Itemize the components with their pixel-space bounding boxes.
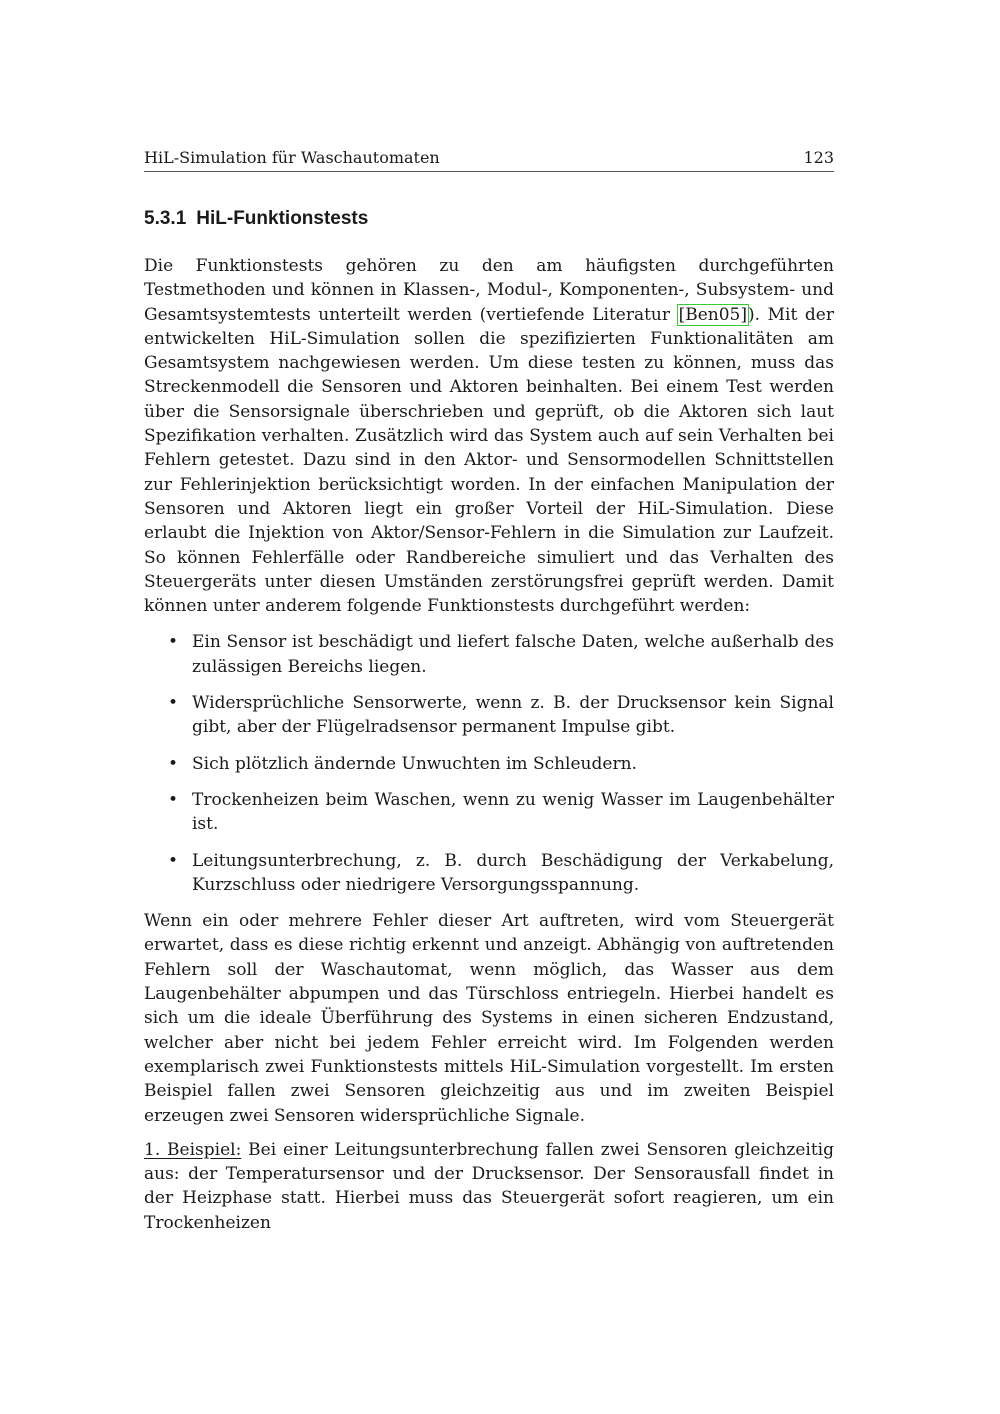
section-number: 5.3.1 [144,208,187,229]
page-number: 123 [803,148,834,167]
example-paragraph [144,1138,834,1235]
intro-text-after-cite: ). Mit der entwickelten HiL-Simulation sollen die spezifizierten Funktionalitäten am Gesamtsystem nachgewiesen werden. Um diese testen zu können, muss das Streckenmodell die Sensoren und Aktoren beinhalten. Bei einem Test werden über die Sensorsignale überschrieben und geprüft, ob die Aktoren sich laut Spezifikation verhalten. Zusätzlich wird das System auch auf sein Verhalten bei Fehlern getestet. Dazu sind in den Aktor- und Sensormodellen Schnittstellen zur Fehlerinjektion berücksichtigt worden. In der einfachen Manipulation der Sensoren und Aktoren liegt ein großer Vorteil der HiL-Simulation. Diese erlaubt die Injektion von Aktor/Sensor-Fehlern in die Simulation zur Laufzeit. So können Fehlerfälle oder Randbereiche simuliert und das Verhalten des Steuergeräts unter diesen Umständen zerstörungsfrei geprüft werden. Damit können unter anderem folgende Funktionstests durchgeführt werden: [144,304,834,617]
test-list [144,630,834,897]
list-item: • Ein Sensor ist beschädigt und liefert falsche Daten, welche außerhalb des zulässigen Bereichs liegen. [144,630,834,679]
list-item: • Leitungsunterbrechung, z. B. durch Beschädigung der Verkabelung, Kurzschluss oder niedrigere Versorgungsspannung. [144,849,834,898]
running-header [144,148,834,172]
page-content [144,148,834,1235]
intro-text-before-cite: Die Funktionstests gehören zu den am häufigsten durchgeführten Testmethoden und können in Klassen-, Modul-, Komponenten-, Subsystem- und Gesamtsystemtests unterteilt werden (vertiefende Literatur [144,256,834,325]
example-text: Bei einer Leitungsunterbrechung fallen zwei Sensoren gleichzeitig aus: der Temperatursensor und der Drucksensor. Der Sensorausfall findet in der Heizphase statt. Hierbei muss das Steuergerät sofort reagieren, um ein Trockenheizen [144,1139,835,1233]
example-label: 1. Beispiel: [144,1139,242,1160]
list-item: • Trockenheizen beim Waschen, wenn zu wenig Wasser im Laugenbehälter ist. [144,788,834,837]
list-item: • Sich plötzlich ändernde Unwuchten im Schleudern. [144,752,834,776]
section-heading [144,208,834,230]
citation-link[interactable]: [Ben05] [678,304,748,325]
body-paragraph: Wenn ein oder mehrere Fehler dieser Art auftreten, wird vom Steuergerät erwartet, dass es diese richtig erkennt und anzeigt. Abhängig von auftretenden Fehlern soll der Waschautomat, wenn möglich, das Wasser aus dem Laugenbehälter abpumpen und das Türschloss entriegeln. Hierbei handelt es sich um die ideale Überführung des Systems in einen sicheren Endzustand, welcher aber nicht bei jedem Fehler erreicht wird. Im Folgenden werden exemplarisch zwei Funktionstests mittels HiL-Simulation vorgestellt. Im ersten Beispiel fallen zwei Sensoren gleichzeitig aus und im zweiten Beispiel erzeugen zwei Sensoren widersprüchliche Signale. [144,911,834,1126]
list-item: • Widersprüchliche Sensorwerte, wenn z. B. der Drucksensor kein Signal gibt, aber der Flügelradsensor permanent Impulse gibt. [144,691,834,740]
running-title: HiL-Simulation für Waschautomaten [144,148,440,167]
intro-paragraph [144,254,834,618]
section-title: HiL-Funktionstests [196,208,369,229]
